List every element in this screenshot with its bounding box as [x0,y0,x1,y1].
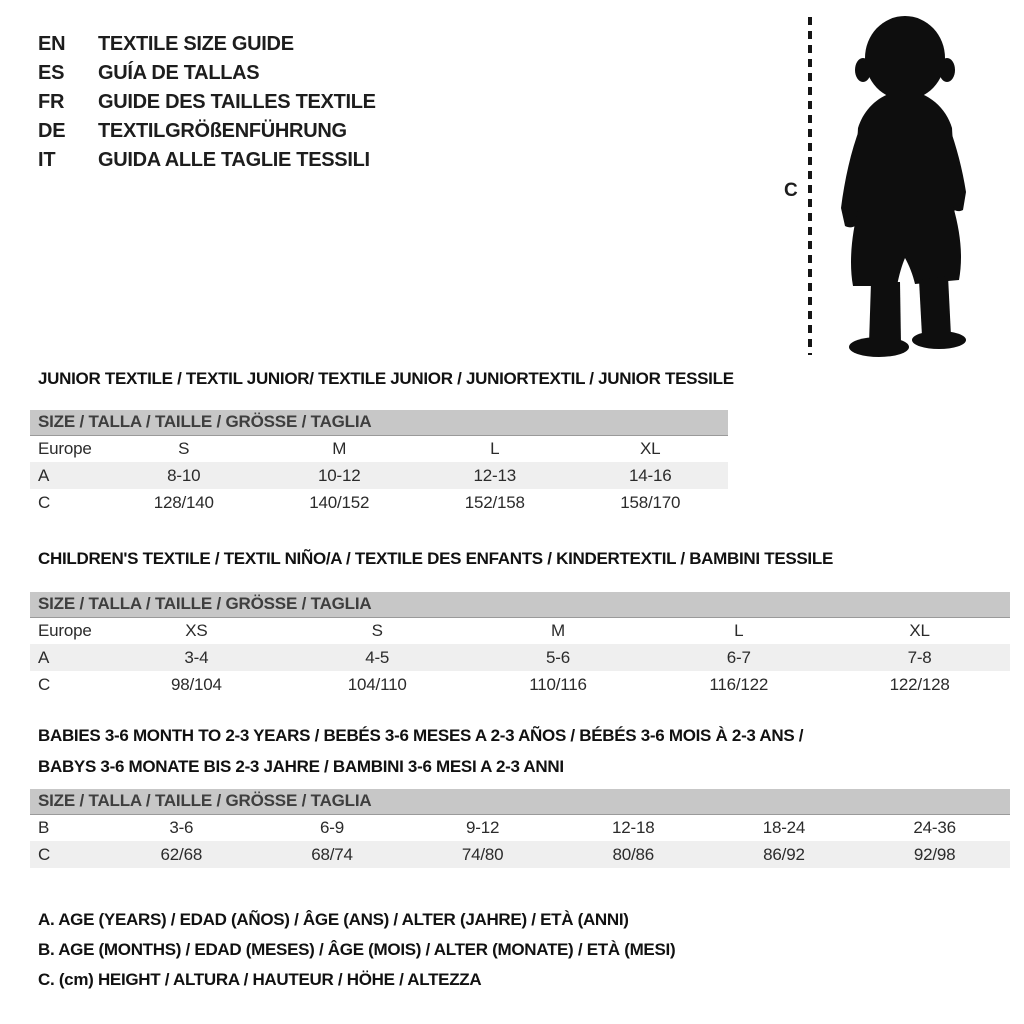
table-cell: 14-16 [629,465,672,485]
children-section [30,549,1010,698]
junior-section-heading: JUNIOR TEXTILE / TEXTIL JUNIOR/ TEXTILE JUNIOR / JUNIORTEXTIL / JUNIOR TESSILE [38,369,734,388]
language-row-en [38,30,376,59]
row-label: C [38,844,51,864]
children-size-table [30,592,1010,698]
table-cell: 116/122 [709,674,769,694]
europe-size-row [30,617,1010,644]
language-row-es [38,59,376,88]
table-cell: 158/170 [620,492,681,512]
table-cell: M [551,620,565,640]
table-cell: 74/80 [461,844,504,864]
height-cm-row [30,671,1010,698]
table-cell: 98/104 [171,674,222,694]
table-cell: 8-10 [167,465,201,485]
language-code: DE [38,120,66,142]
baby-silhouette-icon [825,14,985,359]
height-dashed-line [808,17,812,355]
language-code: IT [38,149,56,171]
table-cell: 104/110 [347,674,407,694]
table-cell: 3-4 [184,647,209,667]
measure-legend [38,905,675,995]
europe-size-row [30,435,728,462]
table-cell: 140/152 [309,492,370,512]
size-table-header: SIZE / TALLA / TAILLE / GRÖSSE / TAGLIA [30,592,1010,617]
language-row-it [38,146,376,175]
table-cell: S [371,620,383,640]
height-cm-row [30,489,728,516]
guide-title-en: TEXTILE SIZE GUIDE [98,33,294,55]
table-cell: 6-9 [319,817,344,837]
size-table-header: SIZE / TALLA / TAILLE / GRÖSSE / TAGLIA [30,410,728,435]
table-cell: 7-8 [907,647,932,667]
table-cell: 12-18 [612,817,655,837]
guide-title-it: GUIDA ALLE TAGLIE TESSILI [98,149,370,171]
language-code: EN [38,33,66,55]
row-label: Europe [38,620,92,640]
size-table-header: SIZE / TALLA / TAILLE / GRÖSSE / TAGLIA [30,789,1010,814]
row-label: A [38,465,50,485]
table-cell: 68/74 [311,844,353,864]
table-cell: 5-6 [546,647,570,667]
language-row-fr [38,88,376,117]
guide-title-es: GUÍA DE TALLAS [98,62,260,84]
table-cell: 92/98 [913,844,956,864]
row-label: C [38,492,51,512]
table-cell: S [178,438,190,458]
table-cell: 18-24 [762,817,806,837]
legend-age-years: A. AGE (YEARS) / EDAD (AÑOS) / ÂGE (ANS) / ALTER (JAHRE) / ETÀ (ANNI) [38,910,629,929]
guide-title-de: TEXTILGRÖßENFÜHRUNG [98,120,347,142]
babies-heading-line1: BABIES 3-6 MONTH TO 2-3 YEARS / BEBÉS 3-6 MESES A 2-3 AÑOS / BÉBÉS 3-6 MOIS À 2-3 ANS / [38,726,804,745]
children-section-heading: CHILDREN'S TEXTILE / TEXTIL NIÑO/A / TEXTILE DES ENFANTS / KINDERTEXTIL / BAMBINI TESSILE [38,549,833,568]
age-months-row [30,814,1010,841]
language-row-de [38,117,376,146]
age-years-row [30,644,1010,671]
babies-heading-line2: BABYS 3-6 MONATE BIS 2-3 JAHRE / BAMBINI 3-6 MESI A 2-3 ANNI [38,757,564,776]
height-cm-row [30,841,1010,868]
table-cell: 152/158 [464,492,525,512]
guide-title-fr: GUIDE DES TAILLES TEXTILE [98,91,376,113]
age-years-row [30,462,728,489]
table-cell: 86/92 [763,844,805,864]
table-cell: 80/86 [612,844,655,864]
table-cell: 110/116 [529,674,587,694]
babies-section-heading [30,720,1010,782]
table-cell: 6-7 [726,647,751,667]
language-code: FR [38,91,65,113]
legend-age-months: B. AGE (MONTHS) / EDAD (MESES) / ÂGE (MOIS) / ALTER (MONATE) / ETÀ (MESI) [38,940,676,959]
table-cell: 10-12 [318,465,361,485]
table-cell: 12-13 [473,465,516,485]
row-label: B [38,817,50,837]
language-code: ES [38,62,65,84]
junior-size-table [30,410,728,516]
table-cell: 4-5 [365,647,390,667]
table-cell: L [490,438,500,458]
table-cell: 122/128 [889,674,950,694]
row-label: A [38,647,50,667]
table-cell: M [332,438,347,458]
legend-height-cm: C. (cm) HEIGHT / ALTURA / HAUTEUR / HÖHE / ALTEZZA [38,970,482,989]
table-cell: XS [185,620,208,640]
row-label: Europe [38,438,92,458]
babies-size-table [30,789,1010,868]
junior-section [30,369,734,516]
table-cell: 3-6 [169,817,194,837]
table-cell: L [734,620,744,640]
height-measure-label: C [784,180,798,201]
row-label: C [38,674,51,694]
table-cell: XL [909,620,930,640]
table-cell: 128/140 [153,492,214,512]
table-cell: 24-36 [913,817,956,837]
language-title-list [38,30,376,175]
babies-section [30,720,1010,868]
table-cell: XL [640,438,661,458]
height-measure-figure [780,12,996,364]
table-cell: 9-12 [466,817,500,837]
table-cell: 62/68 [160,844,203,864]
